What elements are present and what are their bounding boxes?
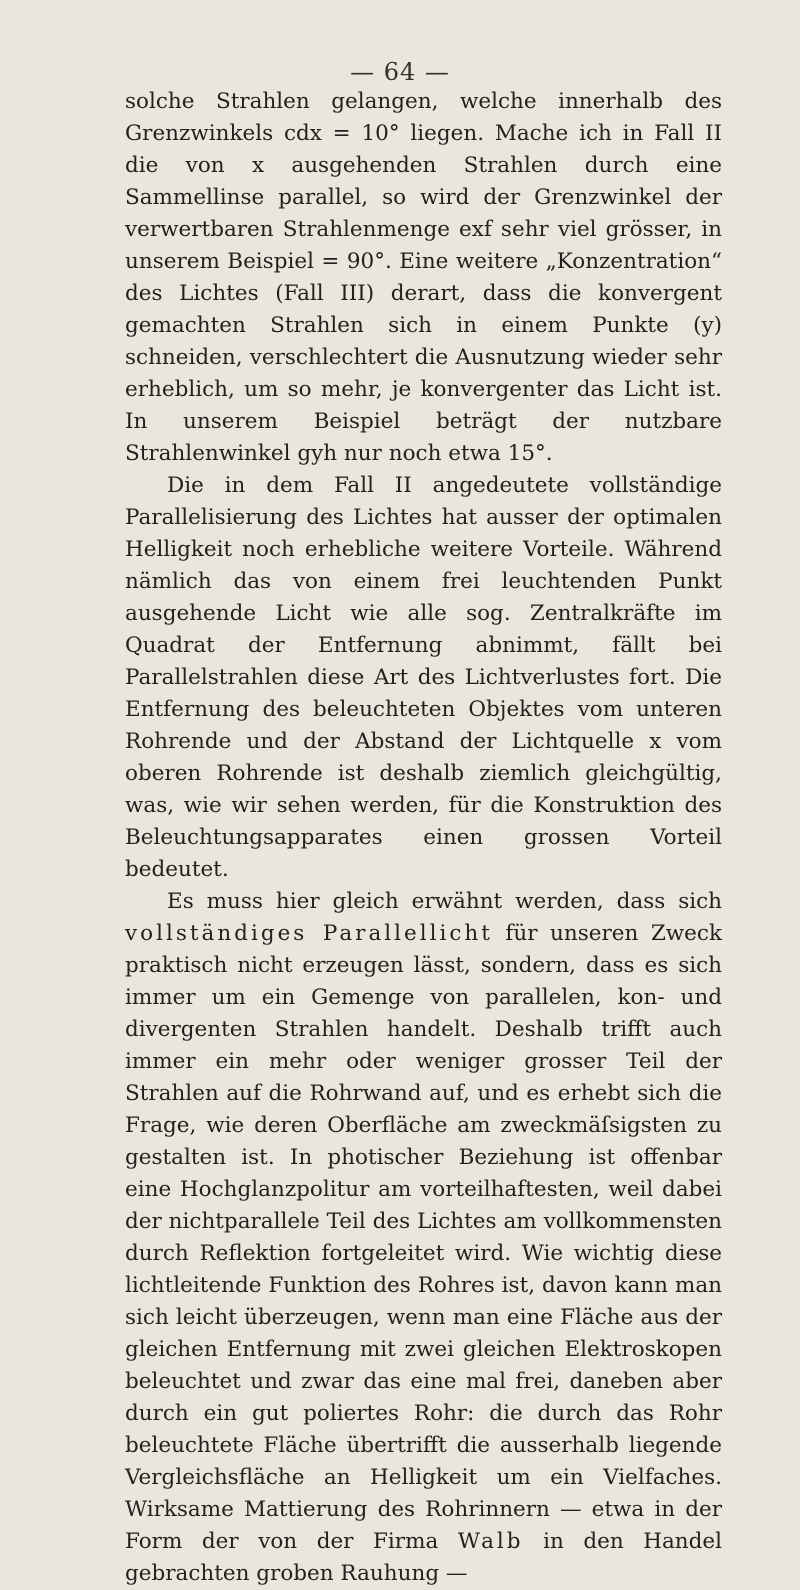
paragraph-text: für unseren Zweck praktisch nicht erzeugen lässt, sondern, dass es sich immer um ein Gemenge von parallelen, kon- und divergenten Strahlen handelt. Deshalb trifft auch immer ein mehr oder weniger grosser Teil der Strahlen auf die Rohrwand auf, und es erhebt sich die Frage, wie deren Oberfläche am zweckmäſsigsten zu gestalten ist. In photischer Beziehung ist offenbar eine Hochglanzpolitur am vorteilhaftesten, weil dabei der nichtparallele Teil des Lichtes am vollkommensten durch Reflektion fortgeleitet wird. Wie wichtig diese lichtleitende Funktion des Rohres ist, davon kann man sich leicht überzeugen, wenn man eine Fläche aus der gleichen Entfernung mit zwei gleichen Elektroskopen beleuchtet und zwar das eine mal frei, daneben aber durch ein gut poliertes Rohr: die durch das Rohr beleuchtete Fläche übertrifft die ausserhalb liegende Vergleichsfläche an Helligkeit um ein Vielfaches. Wirksame Mattierung des Rohrinnern — etwa in der Form der von der Firma <box>125 921 722 1554</box>
paragraph-text: Die in dem Fall II angedeutete vollständige Parallelisierung des Lichtes hat ausser der optimalen Helligkeit noch erhebliche weitere Vorteile. Während nämlich das von einem frei leuchtenden Punkt ausgehende Licht wie alle sog. Zentralkräfte im Quadrat der Entfernung abnimmt, fällt bei Parallelstrahlen diese Art des Lichtverlustes fort. Die Entfernung des beleuchteten Objektes vom unteren Rohrende und der Abstand der Lichtquelle x vom oberen Rohrende ist deshalb ziemlich gleichgültig, was, wie wir sehen werden, für die Konstruktion des Beleuchtungsapparates einen grossen Vorteil bedeutet. <box>125 473 722 882</box>
spaced-emphasis-text: Walb <box>457 1529 524 1554</box>
paragraph <box>125 886 722 1590</box>
spaced-emphasis-text: vollständiges Parallellicht <box>125 921 493 946</box>
paragraph-text: Es muss hier gleich erwähnt werden, dass sich <box>167 889 722 914</box>
paragraph <box>125 470 722 886</box>
page-number: — 64 — <box>350 58 450 86</box>
paragraph <box>125 86 722 470</box>
paragraph-text: in den Handel gebrachten groben Rauhung — <box>125 1529 723 1586</box>
body-text <box>125 86 722 1590</box>
paragraph-text: solche Strahlen gelangen, welche innerhalb des Grenzwinkels cdx = 10° liegen. Mache ich in Fall II die von x ausgehenden Strahlen durch eine Sammellinse parallel, so wird der Grenzwinkel der verwertbaren Strahlenmenge exf sehr viel grösser, in unserem Beispiel = 90°. Eine weitere „Konzentration“ des Lichtes (Fall III) derart, dass die konvergent gemachten Strahlen sich in einem Punkte (y) schneiden, verschlechtert die Ausnutzung wieder sehr erheblich, um so mehr, je konvergenter das Licht ist. In unserem Beispiel beträgt der nutzbare Strahlenwinkel gyh nur noch etwa 15°. <box>125 89 722 466</box>
